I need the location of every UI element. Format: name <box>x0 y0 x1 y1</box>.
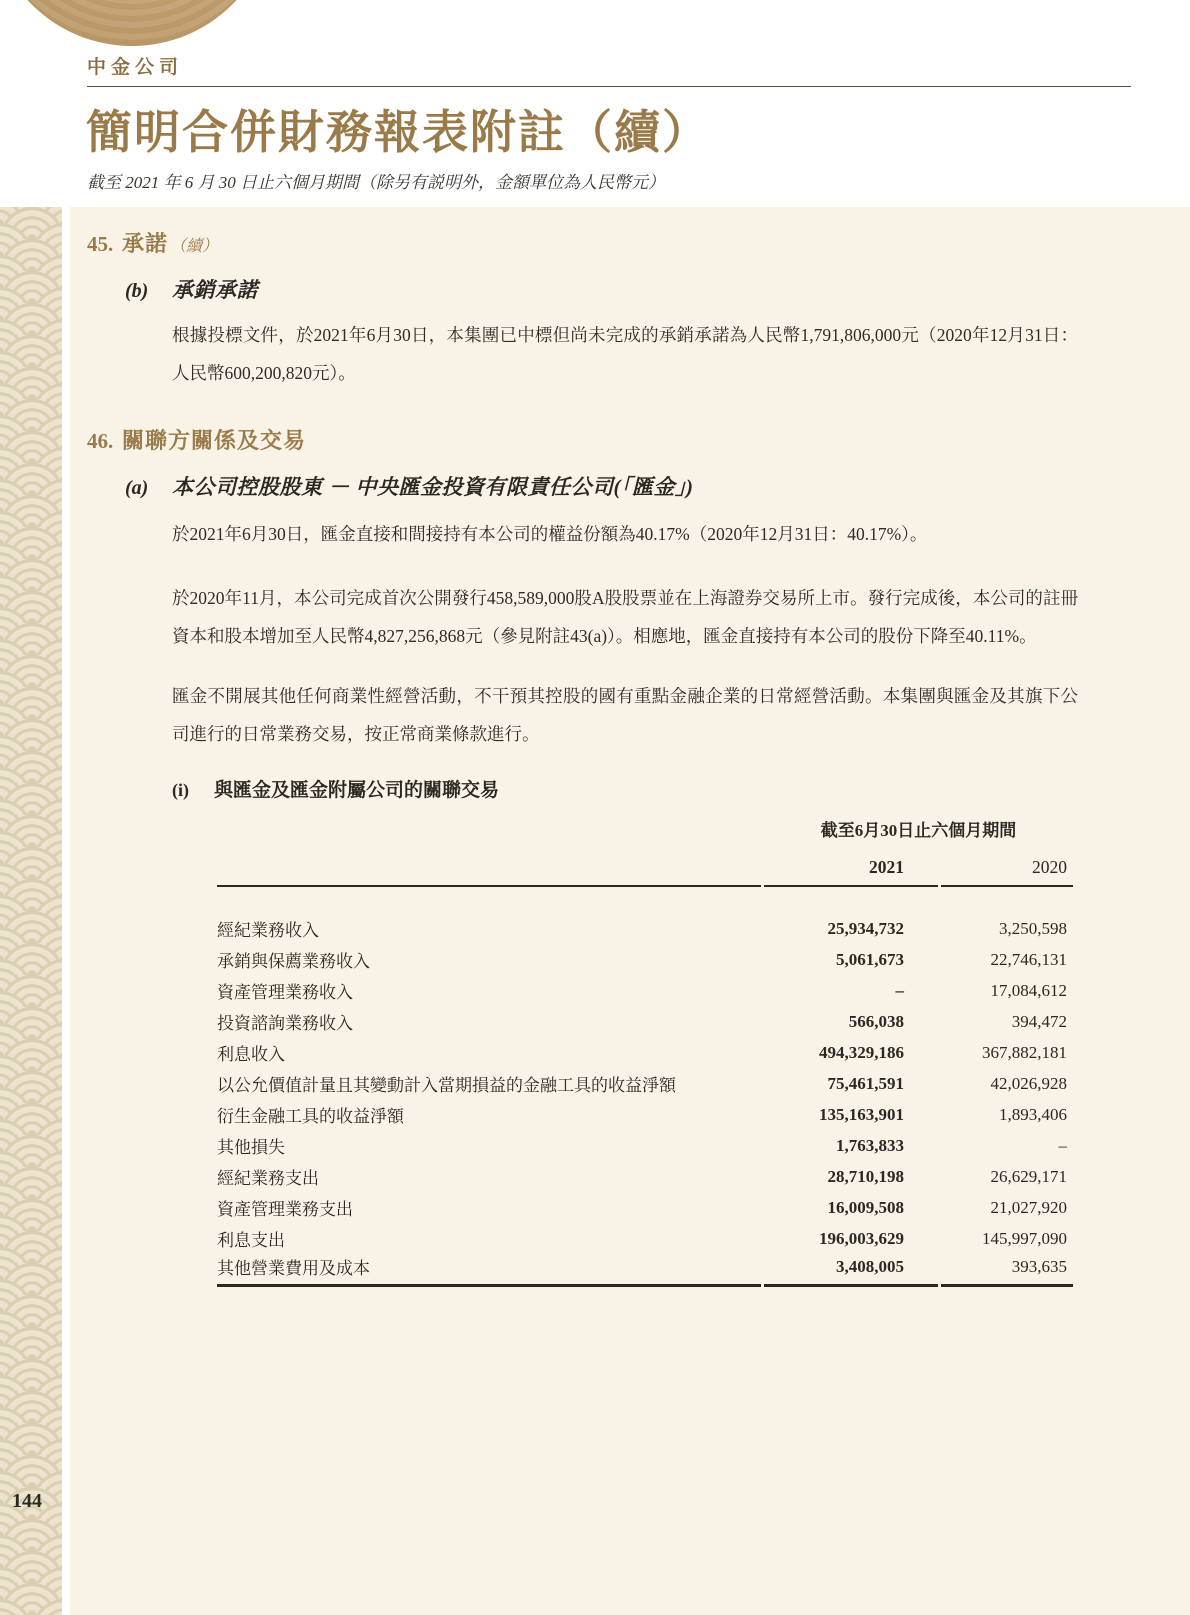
row-label: 資產管理業務收入 <box>217 983 353 1002</box>
row-label: 承銷與保薦業務收入 <box>217 952 370 971</box>
value-2021: 75,461,591 <box>827 1073 904 1093</box>
related-party-transactions-table <box>214 816 1076 1287</box>
row-label: 衍生金融工具的收益淨額 <box>217 1107 404 1126</box>
row-label: 投資諮詢業務收入 <box>217 1014 353 1033</box>
row-label: 資產管理業務支出 <box>217 1200 353 1219</box>
section-number: 46. <box>87 429 114 453</box>
page-header <box>0 0 1190 207</box>
value-2020: 26,629,171 <box>990 1166 1067 1186</box>
value-2021: 3,408,005 <box>764 1254 938 1287</box>
table-row <box>217 1254 1073 1287</box>
table-row <box>217 1223 1073 1254</box>
value-2021: 135,163,901 <box>819 1104 904 1124</box>
wave-pattern-sidebar <box>0 207 62 1615</box>
row-label: 以公允價值計量且其變動計入當期損益的金融工具的收益淨額 <box>217 1076 676 1095</box>
value-2020: 17,084,612 <box>990 980 1067 1000</box>
subsection-title: 承銷承諾 <box>172 278 258 302</box>
table-row <box>217 1130 1073 1161</box>
table-spacer-row <box>217 887 1073 913</box>
row-label: 利息收入 <box>217 1045 285 1064</box>
paragraph-ipo-a-share: 於2020年11月，本公司完成首次公開發行458,589,000股A股股票並在上海證券交易所上市。發行完成後，本公司的註冊資本和股本增加至人民幣4,827,256,868元（參見附註43(a)）。相應地，匯金直接持有本公司的股份下降至40.11%。 <box>172 588 1078 646</box>
subsection-title: 本公司控股股東 － 中央匯金投資有限責任公司(「匯金」) <box>172 475 694 499</box>
subsection-label: (b) <box>125 280 149 302</box>
table-row <box>217 1037 1073 1068</box>
value-2020: 393,635 <box>941 1254 1073 1287</box>
page-number: 144 <box>12 1490 42 1512</box>
section-title: 承諾 <box>122 231 169 256</box>
table-row <box>217 913 1073 944</box>
value-2020: 3,250,598 <box>999 918 1067 938</box>
subsection-i-heading <box>172 775 1190 802</box>
table-period-header: 截至6月30日止六個月期間 <box>820 821 1017 840</box>
section-46-heading <box>87 424 1190 455</box>
column-header-2020: 2020 <box>941 857 1073 887</box>
subsection-label: (i) <box>172 780 189 800</box>
table-row <box>217 975 1073 1006</box>
row-label: 其他損失 <box>217 1138 285 1157</box>
main-content <box>70 207 1190 1615</box>
subsection-a-heading <box>125 471 1190 501</box>
subsection-label: (a) <box>125 477 149 499</box>
value-2020: 21,027,920 <box>990 1197 1067 1217</box>
value-2020: 367,882,181 <box>982 1042 1067 1062</box>
value-2021: 494,329,186 <box>819 1042 904 1062</box>
table-row <box>217 1099 1073 1130</box>
related-party-table-body <box>217 913 1073 1287</box>
decorative-gold-circle <box>0 0 274 46</box>
paragraph-huijin-shareholding: 於2021年6月30日，匯金直接和間接持有本公司的權益份額為40.17%（2020年12月31日：40.17%）。 <box>172 524 928 544</box>
column-header-2021: 2021 <box>764 857 938 887</box>
subsection-b-heading <box>125 274 1190 304</box>
row-label: 其他營業費用及成本 <box>217 1254 761 1287</box>
value-2021: 25,934,732 <box>827 918 904 938</box>
value-2021: 196,003,629 <box>819 1228 904 1248</box>
document-subtitle: 截至 2021 年 6 月 30 日止六個月期間（除另有説明外，金額單位為人民幣元） <box>87 173 665 192</box>
value-2020: 42,026,928 <box>990 1073 1067 1093</box>
section-45-heading <box>87 227 1190 258</box>
section-number: 45. <box>87 232 114 256</box>
value-2021: – <box>895 980 904 1000</box>
table-row <box>217 1192 1073 1223</box>
paragraph-underwriting-commitment: 根據投標文件，於2021年6月30日，本集團已中標但尚未完成的承銷承諾為人民幣1,791,806,000元（2020年12月31日：人民幣600,200,820元）。 <box>172 325 1078 383</box>
table-row <box>217 944 1073 975</box>
table-row <box>217 1006 1073 1037</box>
value-2020: 394,472 <box>1011 1011 1067 1031</box>
value-2020: 22,746,131 <box>990 949 1067 969</box>
table-row <box>217 1161 1073 1192</box>
subsection-title: 與匯金及匯金附屬公司的關聯交易 <box>214 780 500 801</box>
company-brand: 中金公司 <box>87 57 184 78</box>
row-label: 利息支出 <box>217 1231 285 1250</box>
row-label: 經紀業務收入 <box>217 921 319 940</box>
value-2020: 1,893,406 <box>999 1104 1067 1124</box>
value-2020: – <box>1058 1135 1067 1155</box>
table-period-row <box>217 816 1073 857</box>
table-row <box>217 1068 1073 1099</box>
section-title: 關聯方關係及交易 <box>122 428 307 453</box>
value-2021: 1,763,833 <box>836 1135 904 1155</box>
value-2021: 5,061,673 <box>836 949 904 969</box>
header-divider <box>87 86 1131 87</box>
value-2020: 145,997,090 <box>982 1228 1067 1248</box>
value-2021: 28,710,198 <box>827 1166 904 1186</box>
page-body <box>0 207 1190 1615</box>
document-title: 簡明合併財務報表附註（續） <box>86 107 710 158</box>
section-title-suffix: （續） <box>170 238 219 255</box>
table-column-header-row <box>217 857 1073 887</box>
row-label: 經紀業務支出 <box>217 1169 319 1188</box>
paragraph-huijin-business: 匯金不開展其他任何商業性經營活動，不干預其控股的國有重點金融企業的日常經營活動。本集團與匯金及其旗下公司進行的日常業務交易，按正常商業條款進行。 <box>172 686 1078 744</box>
value-2021: 16,009,508 <box>827 1197 904 1217</box>
value-2021: 566,038 <box>848 1011 904 1031</box>
